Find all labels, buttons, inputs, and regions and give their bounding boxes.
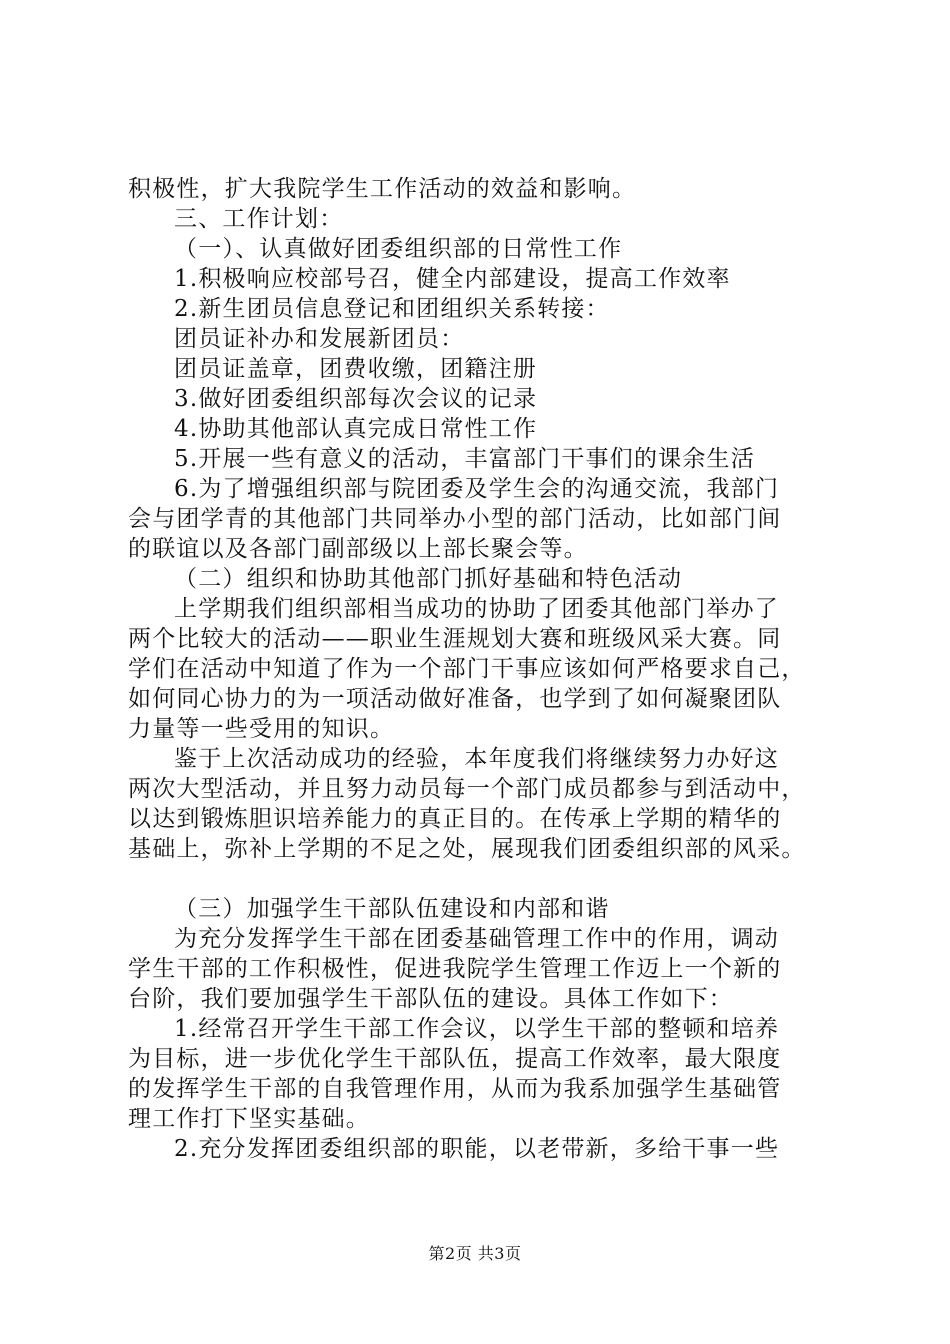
text-line: 学生干部的工作积极性，促进我院学生管理工作迈上一个新的 (128, 956, 782, 982)
text-line: 两次大型活动，并且努力动员每一个部门成员都参与到活动中， (128, 776, 806, 802)
paragraph-line: 上学期我们组织部相当成功的协助了团委其他部门举办了 (174, 596, 779, 622)
text-line: 力量等一些受用的知识。 (128, 716, 395, 742)
text-line: 两个比较大的活动——职业生涯规划大赛和班级风采大赛。同 (128, 626, 782, 652)
text-line: 会与团学青的其他部门共同举办小型的部门活动，比如部门间 (128, 506, 782, 532)
text-line: 如何同心协力的为一项活动做好准备，也学到了如何凝聚团队 (128, 686, 782, 712)
text-line: 团员证盖章，团费收缴，团籍注册 (174, 356, 537, 382)
text-line: 的联谊以及各部门副部级以上部长聚会等。 (128, 536, 588, 562)
document-body (128, 174, 848, 1164)
paragraph-line: 鉴于上次活动成功的经验，本年度我们将继续努力办好这 (174, 746, 779, 772)
text-line: 积极性，扩大我院学生工作活动的效益和影响。 (128, 176, 637, 202)
list-item: 5.开展一些有意义的活动，丰富部门干事们的课余生活 (174, 446, 755, 472)
list-item: 1.积极响应校部号召，健全内部建设，提高工作效率 (174, 266, 731, 292)
page-footer: 第2页 共3页 (428, 1244, 522, 1263)
section-heading: 三、工作计划： (174, 206, 344, 232)
subsection-heading: （三）加强学生干部队伍建设和内部和谐 (174, 896, 610, 922)
text-line: 学们在活动中知道了作为一个部门干事应该如何严格要求自己， (128, 656, 806, 682)
list-item: 4.协助其他部认真完成日常性工作 (174, 416, 538, 442)
text-line: 团员证补办和发展新团员： (174, 326, 465, 352)
list-item: 2.新生团员信息登记和团组织关系转接： (174, 296, 610, 322)
subsection-heading: （一）、认真做好团委组织部的日常性工作 (174, 236, 623, 262)
text-line: 为目标，进一步优化学生干部队伍，提高工作效率，最大限度 (128, 1046, 782, 1072)
text-line: 台阶，我们要加强学生干部队伍的建设。具体工作如下： (128, 986, 733, 1012)
list-item: 1.经常召开学生干部工作会议，以学生干部的整顿和培养 (174, 1016, 780, 1042)
list-item: 3.做好团委组织部每次会议的记录 (174, 386, 538, 412)
text-line: 基础上，弥补上学期的不足之处，展现我们团委组织部的风采。 (128, 836, 806, 862)
text-line: 以达到锻炼胆识培养能力的真正目的。在传承上学期的精华的 (128, 806, 782, 832)
subsection-heading: （二）组织和协助其他部门抓好基础和特色活动 (174, 566, 683, 592)
text-line: 的发挥学生干部的自我管理作用，从而为我系加强学生基础管 (128, 1076, 782, 1102)
list-item: 2.充分发挥团委组织部的职能，以老带新，多给干事一些 (174, 1136, 780, 1162)
paragraph-line: 为充分发挥学生干部在团委基础管理工作中的作用，调动 (174, 926, 779, 952)
list-item: 6.为了增强组织部与院团委及学生会的沟通交流，我部门 (174, 476, 780, 502)
text-line: 理工作打下坚实基础。 (128, 1106, 370, 1132)
